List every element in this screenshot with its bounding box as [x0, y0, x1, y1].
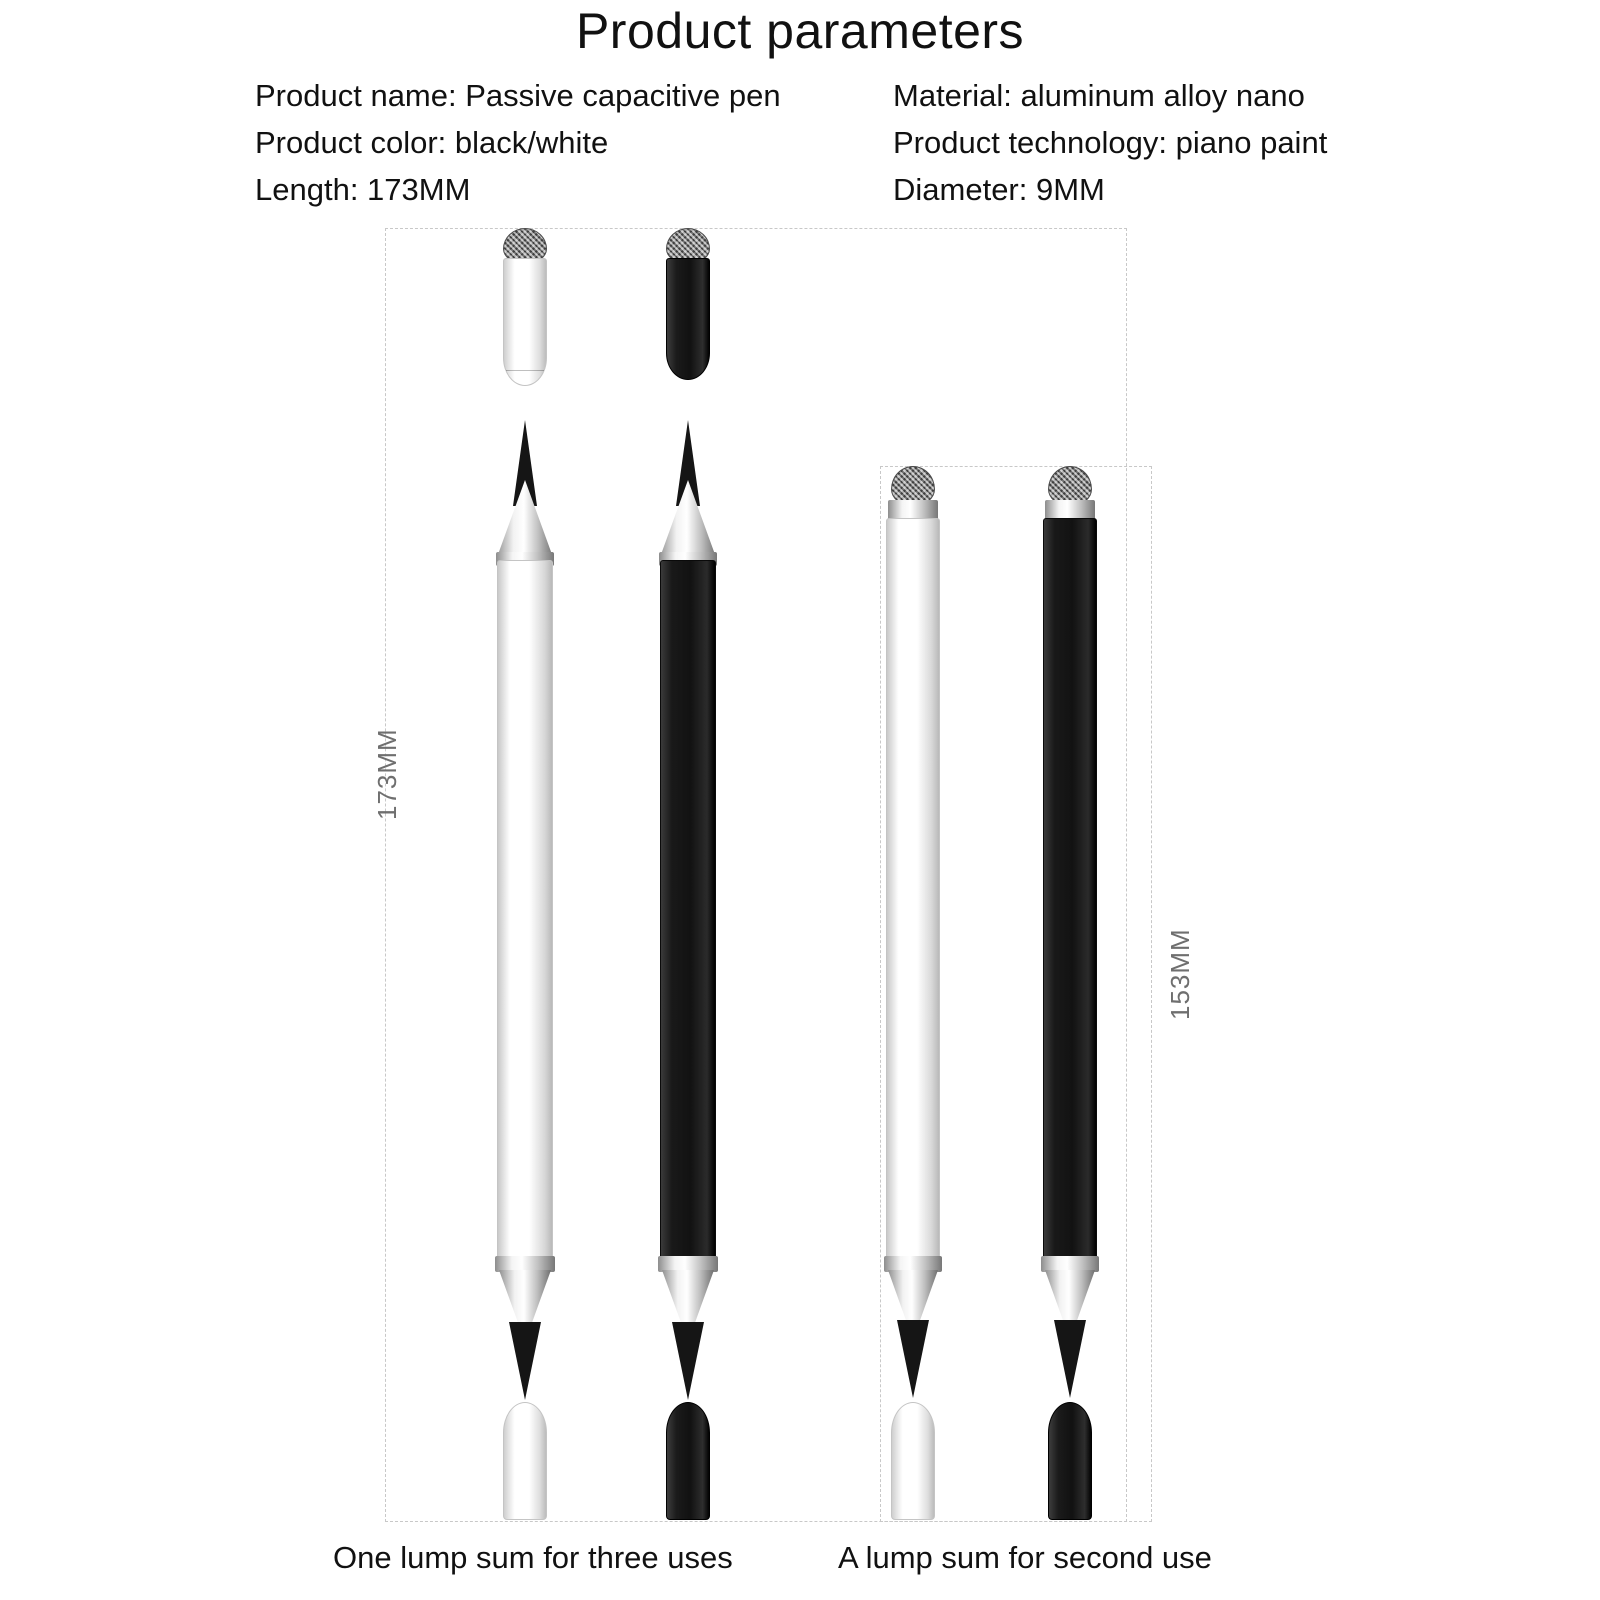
chrome-ring-bottom [658, 1256, 718, 1272]
bottom-cap [666, 1402, 710, 1520]
caption-right-group: A lump sum for second use [838, 1540, 1212, 1575]
spec-material: Material: aluminum alloy nano [893, 78, 1305, 113]
caption-left-group: One lump sum for three uses [333, 1540, 733, 1575]
pen-barrel [1043, 518, 1097, 1260]
cap-body [666, 258, 710, 380]
dimension-label-153mm: 153MM [1165, 928, 1195, 1020]
spec-column-left [255, 72, 781, 213]
spec-column-right [893, 72, 1327, 213]
chrome-ring-bottom [1041, 1256, 1099, 1272]
spec-diameter: Diameter: 9MM [893, 172, 1105, 207]
cap-seam [506, 370, 544, 371]
pen-barrel [497, 560, 553, 1260]
bottom-cap [891, 1402, 935, 1520]
pen-barrel [886, 518, 940, 1260]
pen-barrel [660, 560, 716, 1260]
spec-product-name: Product name: Passive capacitive pen [255, 78, 781, 113]
bottom-cap [1048, 1402, 1092, 1520]
spec-length: Length: 173MM [255, 172, 471, 207]
spec-technology: Product technology: piano paint [893, 125, 1328, 160]
chrome-ring-bottom [495, 1256, 555, 1272]
chrome-ring-bottom [884, 1256, 942, 1272]
page-title: Product parameters [575, 3, 1025, 59]
bottom-cap [503, 1402, 547, 1520]
cap-body [503, 258, 547, 386]
spec-product-color: Product color: black/white [255, 125, 609, 160]
dimension-label-173mm: 173MM [372, 728, 402, 820]
